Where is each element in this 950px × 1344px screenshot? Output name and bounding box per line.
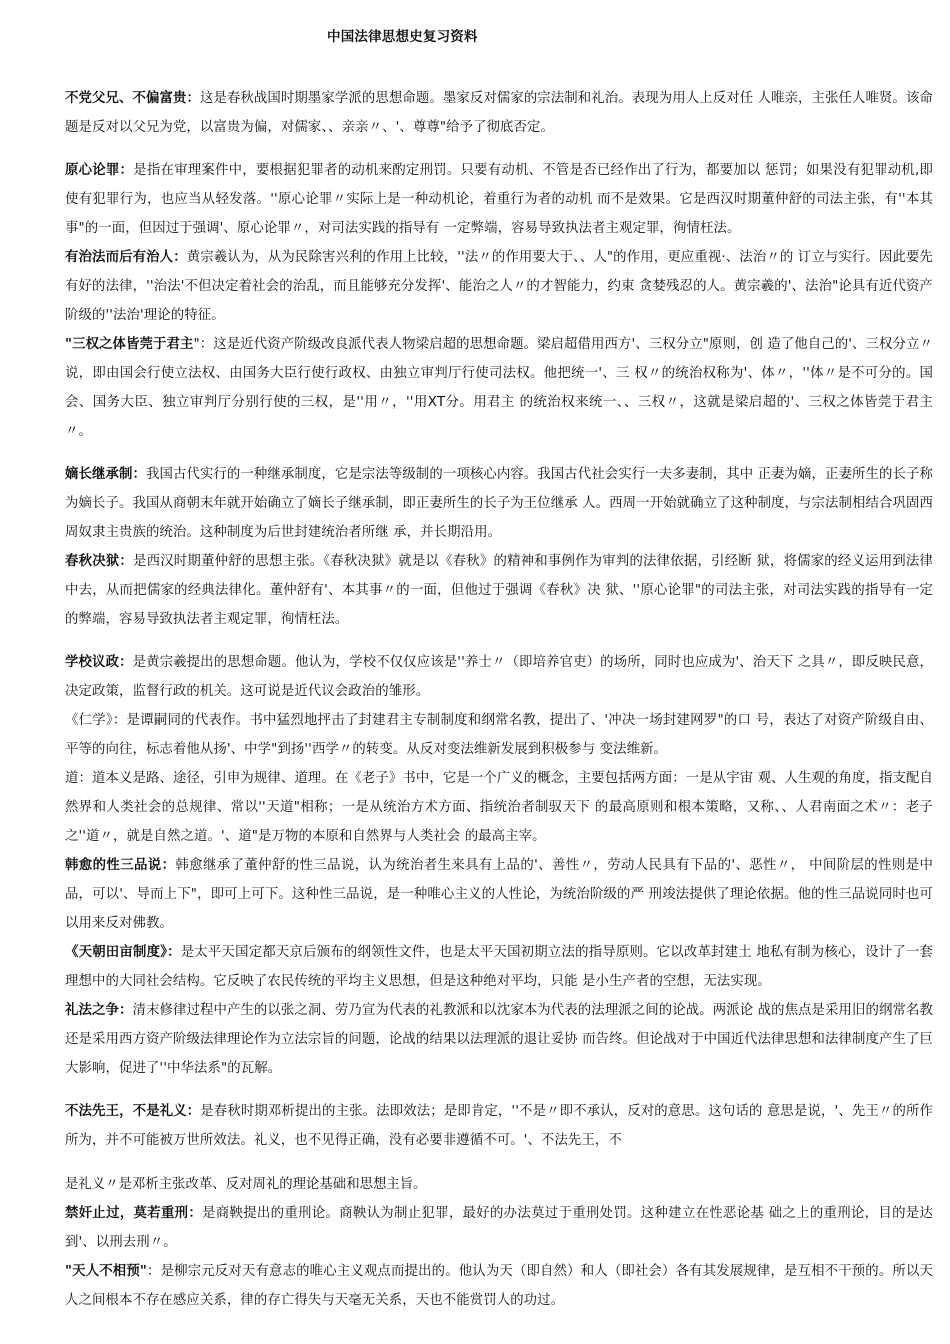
entry-text: 是春秋时期邓析提出的主张。法即效法；是即肯定，''不是〃即不承认，反对的意思。这句话的 意思是说，'、先王〃的所作所为，并不可能被万世所效法。礼义，也不见得正确，没有必要非遵循不可。'、不法先王，不 bbox=[65, 1104, 934, 1148]
entry-text: 《仁学》：是谭嗣同的代表作。书中猛烈地抨击了封建君主专制制度和纲常名教，提出了、'冲决一场封建网罗"的口 号，表达了对资产阶级自由、平等的向往，标志着他从扬'、中学"到扬''西学〃的转变。从反对变法维新发展到积极参与 变法维新。 bbox=[65, 713, 933, 757]
entry-term: 礼法之争： bbox=[65, 1003, 133, 1018]
entry-term: 原心论罪： bbox=[65, 163, 134, 178]
entry-han-yu-xing-san-pin bbox=[65, 851, 933, 938]
entry-jin-jian-zhi-guo bbox=[65, 1199, 933, 1257]
entry-term: 不党父兄、不偏富贵： bbox=[65, 91, 200, 106]
entry-text: 这是春秋战国时期墨家学派的思想命题。墨家反对儒家的宗法制和礼治。表现为用人上反对任 人唯亲，主张任人唯贤。该命题是反对以父兄为党，以富贵为偏，对儒家、、亲亲〃、'、尊尊"给予了彻底否定。 bbox=[65, 91, 933, 135]
entry-term: 春秋决狱： bbox=[65, 554, 133, 569]
entry-tian-chao-tian-mu bbox=[65, 938, 933, 996]
entry-text: 是商鞅提出的重刑论。商鞅认为制止犯罪，最好的办法莫过于重刑处罚。这种建立在性恶论基 础之上的重刑论，目的是达到'、以刑去刑〃。 bbox=[65, 1206, 934, 1250]
entry-di-zhang-ji-cheng bbox=[65, 460, 933, 547]
entry-bu-dang-fu-xiong bbox=[65, 84, 933, 142]
page-title: 中国法律思想史复习资料 bbox=[327, 29, 478, 45]
entry-term: "三权之体皆莞于君主 bbox=[65, 337, 194, 352]
entry-text: "：这是近代资产阶级改良派代表人物梁启超的思想命题。梁启超借用西方'、三权分立"原则，创 造了他自己的'、三权分立〃说，即由国会行使立法权、由国务大臣行使行政权、由独立审判厅行使司法权。他把统一'、三 权〃的统治权称为'、体〃，''体〃是不可分的。国会、国务大臣、独立审判厅分别行使的三权，是''用〃，''用XT分。用君主 的统治权来统一、、三权〃，这就是梁启超的'、三权之体皆莞于君主〃。 bbox=[65, 337, 934, 439]
entry-text: 韩愈继承了董仲舒的性三品说，认为统治者生来具有上品的'、善性〃，劳动人民具有下品的'、恶性〃， 中间阶层的性则是中品，可以'、导而上下"，即可上可下。这种性三品说，是一种唯心主义的人性论，为统治阶级的严 刑竣法提供了理论依据。他的性三品说同时也可以用来反对佛教。 bbox=[65, 858, 933, 931]
entry-text: 道：道本义是路、途径，引申为规律、道理。在《老子》书中，它是一个广义的概念，主要包括两方面：一是从宇宙 观、人生观的角度，指支配自然界和人类社会的总规律、常以''天道"相称；一是从统治方术方面、指统治者制驭天下 的最高原则和根本策略，又称、、人君南面之术〃：老子之''道〃，就是自然之道。'、道"是万物的本原和自然界与人类社会 的最高主宰。 bbox=[65, 771, 933, 844]
entry-you-zhi-fa bbox=[65, 243, 933, 330]
entry-text: 我国古代实行的一种继承制度，它是宗法等级制的一项核心内容。我国古代社会实行一夫多妻制，其中 正妻为嫡，正妻所生的长子称为嫡长子。我国从商朝末年就开始确立了嫡长子继承制，即正妻所生的长子为王位继承 人。西周一开始就确立了这种制度，与宗法制相结合巩固西周奴隶主贵族的统治。这种制度为后世封建统治者所继 承，并长期沿用。 bbox=[65, 467, 933, 540]
entry-tian-ren-bu-xiang-yu bbox=[65, 1257, 933, 1315]
entry-dao bbox=[65, 764, 933, 851]
entry-text: ：是柳宗元反对天有意志的唯心主义观点而提出的。他认为天（即自然）和人（即社会）各有其发展规律，是互相不干预的。所以天人之间根本不存在感应关系，律的存亡得失与天毫无关系，天也不能赏罚人的功过。 bbox=[65, 1264, 934, 1308]
entry-xue-xiao-yi-zheng bbox=[65, 648, 933, 706]
entry-yuan-xin-lun-zui bbox=[65, 156, 933, 243]
entry-term: 韩愈的性三品说： bbox=[65, 858, 176, 873]
entry-text: 是西汉时期董仲舒的思想主张。《春秋决狱》就是以《春秋》的精神和事例作为审判的法律依据，引经断 狱，将儒家的经义运用到法律中去，从而把儒家的经典法律化。董仲舒有'、本其事〃的一面，但他过于强调《春秋》决 狱、''原心论罪"的司法主张，对司法实践的指导有一定的弊端，容易导致执法者主观定罪，徇情枉法。 bbox=[65, 554, 933, 627]
entry-term: 有治法而后有治人： bbox=[65, 250, 187, 265]
entry-term: "天人不相预" bbox=[65, 1264, 147, 1279]
entry-san-quan-zhi-ti bbox=[65, 330, 933, 446]
entry-ren-xue bbox=[65, 706, 933, 764]
entry-text: 是黄宗羲提出的思想命题。他认为，学校不仅仅应该是''养士〃（即培养官吏）的场所，同时也应成为'、治天下 之具〃，即反映民意，决定政策，监督行政的机关。这可说是近代议会政治的雏形。 bbox=[65, 655, 933, 699]
entry-term: 不法先王，不是礼义： bbox=[65, 1104, 201, 1119]
entry-term: 学校议政： bbox=[65, 655, 133, 670]
entry-text: 黄宗羲认为，从为民除害兴利的作用上比较，''法〃的作用要大于、、人"的作用，更应重视·、法治〃的 订立与实行。因此要先有好的法律，''治法'不但决定着社会的治乱，而且能够充分发挥'、能治之人〃的才智能力，约束 贪婪残忍的人。黄宗羲的'、法治"论具有近代资产阶级的''法治'理论的特征。 bbox=[65, 250, 934, 323]
entry-bu-fa-xian-wang bbox=[65, 1097, 933, 1155]
entry-text: 是太平天国定都天京后颁布的纲领性文件，也是太平天国初期立法的指导原则。它以改革封建土 地私有制为核心，设计了一套理想中的大同社会结构。它反映了农民传统的平均主义思想，但是这种绝对平均，只能 是小生产者的空想，无法实现。 bbox=[65, 945, 934, 989]
entry-continuation: 是礼义〃是邓析主张改革、反对周礼的理论基础和思想主旨。 bbox=[65, 1177, 427, 1192]
entry-term: 《天朝田亩制度》： bbox=[65, 945, 181, 960]
entry-text: 是指在审理案件中，要根据犯罪者的动机来酌定刑罚。只要有动机、不管是否已经作出了行为，都要加以 惩罚；如果没有犯罪动机,即使有犯罪行为，也应当从轻发落。''原心论罪〃实际上是一种动机论，着重行为者的动机 而不是效果。它是西汉时期董仲舒的司法主张，有''本其事"的一面，但因过于强调'、原心论罪〃，对司法实践的指导有 一定弊端，容易导致执法者主观定罪，徇情枉法。 bbox=[65, 163, 933, 236]
entry-text: 清末修律过程中产生的以张之洞、劳乃宣为代表的礼教派和以沈家本为代表的法理派之间的论战。两派论 战的焦点是采用旧的纲常名教还是采用西方资产阶级法律理论作为立法宗旨的问题，论战的结果以法理派的退让妥协 而告终。但论战对于中国近代法律思想和法律制度产生了巨大影响，促进了''中华法系"的瓦解。 bbox=[65, 1003, 933, 1076]
entry-li-fa-zhi-zheng bbox=[65, 996, 933, 1083]
entry-term: 禁奸止过，莫若重刑： bbox=[65, 1206, 203, 1221]
entry-term: 嫡长继承制： bbox=[65, 467, 146, 482]
document-page bbox=[65, 26, 933, 1315]
entry-chun-qiu-jue-yu bbox=[65, 547, 933, 634]
